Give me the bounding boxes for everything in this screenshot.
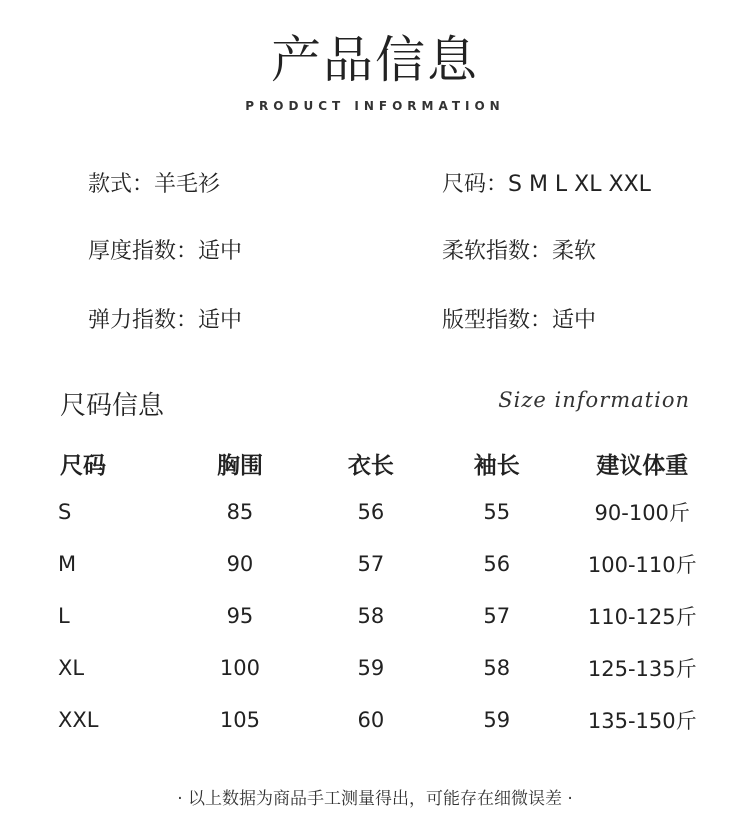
cell-chest: 95 <box>226 604 254 628</box>
cell-sleeve: 58 <box>483 656 511 680</box>
cell-chest: 105 <box>219 708 260 732</box>
cell-length: 60 <box>357 708 385 732</box>
spec-softness: 柔软指数：柔软 <box>442 239 597 264</box>
cell-sleeve: 59 <box>483 708 511 732</box>
spec-style: 款式：羊毛衫 <box>88 172 221 197</box>
cell-length: 59 <box>357 656 385 680</box>
cell-weight: 110-125斤 <box>587 605 697 629</box>
cell-size: L <box>58 604 70 628</box>
header-weight: 建议体重 <box>596 452 689 479</box>
cell-size: XXL <box>58 708 99 732</box>
cell-size: S <box>58 500 72 524</box>
cell-length: 58 <box>357 604 385 628</box>
table-row <box>40 538 720 590</box>
table-header-row <box>40 440 720 486</box>
header-sleeve: 袖长 <box>473 452 520 479</box>
cell-size: XL <box>58 656 85 680</box>
cell-sleeve: 57 <box>483 604 511 628</box>
spec-size: 尺码：S M L XL XXL <box>442 172 651 197</box>
table-row <box>40 694 720 746</box>
cell-weight: 100-110斤 <box>587 553 697 577</box>
size-table <box>40 440 720 746</box>
cell-weight: 125-135斤 <box>587 657 697 681</box>
spec-fit: 版型指数：适中 <box>442 308 597 333</box>
cell-chest: 100 <box>219 656 260 680</box>
cell-size: M <box>58 552 77 576</box>
size-section-subtitle: Size information <box>498 388 690 412</box>
cell-length: 57 <box>357 552 385 576</box>
table-row <box>40 590 720 642</box>
cell-weight: 135-150斤 <box>587 709 697 733</box>
cell-chest: 85 <box>226 500 254 524</box>
header-length: 衣长 <box>347 452 394 479</box>
cell-sleeve: 56 <box>483 552 511 576</box>
table-row <box>40 486 720 538</box>
cell-length: 56 <box>357 500 385 524</box>
cell-weight: 90-100斤 <box>594 501 690 525</box>
footer-note: · 以上数据为商品手工测量得出，可能存在细微误差 · <box>177 789 573 809</box>
page-title: 产品信息 <box>271 31 479 89</box>
header-chest: 胸围 <box>216 452 263 479</box>
cell-chest: 90 <box>226 552 254 576</box>
page-subtitle: PRODUCT INFORMATION <box>245 99 505 113</box>
header-size: 尺码 <box>60 452 106 479</box>
table-row <box>40 642 720 694</box>
spec-elasticity: 弹力指数：适中 <box>88 308 243 333</box>
spec-thickness: 厚度指数：适中 <box>88 239 243 264</box>
cell-sleeve: 55 <box>483 500 511 524</box>
size-section-title: 尺码信息 <box>60 391 165 421</box>
